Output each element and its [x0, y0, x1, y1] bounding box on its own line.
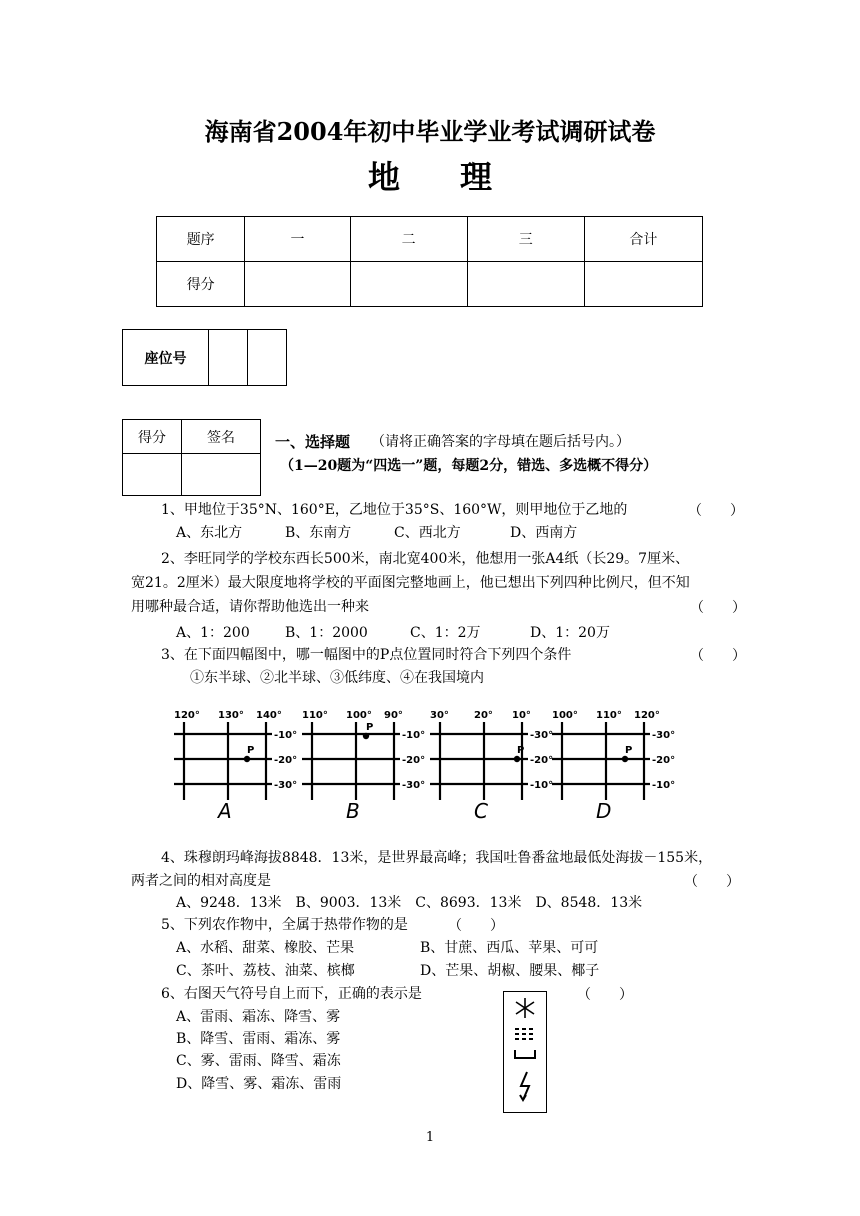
score-header-0: 题序: [157, 217, 245, 262]
map-c: [430, 710, 553, 823]
longitude-label: 130°: [218, 710, 244, 721]
q2-option-c: C、1：2万: [410, 625, 481, 641]
latitude-label: -10°: [530, 780, 554, 791]
p-point-label: P: [625, 745, 633, 756]
grader-score-label: 得分: [123, 420, 182, 454]
latitude-label: -20°: [652, 755, 676, 766]
grader-sign-label: 签名: [182, 420, 261, 454]
q2-option-d: D、1：20万: [530, 625, 610, 641]
subject-title: 地理: [367, 158, 552, 196]
q6-option-a: A、雷雨、霜冻、降雪、雾: [176, 1009, 341, 1025]
score-cell[interactable]: [467, 262, 584, 307]
latitude-label: -30°: [530, 730, 554, 741]
snow-icon: [516, 998, 534, 1018]
page-number: 1: [425, 1130, 435, 1145]
q4-answer-paren[interactable]: （ ）: [684, 874, 740, 890]
p-point-marker: [514, 756, 520, 762]
longitude-label: 110°: [302, 710, 328, 721]
longitude-label: 140°: [256, 710, 282, 721]
frost-icon: [515, 1050, 535, 1058]
q2-stem-line1: 2、李旺同学的学校东西长500米，南北宽400米，他想用一张A4纸（长29。7厘米、: [161, 551, 690, 567]
score-table: [156, 216, 703, 307]
q2-option-a: A、1：200: [176, 625, 250, 641]
longitude-label: 10°: [512, 710, 531, 721]
latitude-label: -20°: [530, 755, 554, 766]
q3-stem: 3、在下面四幅图中，哪一幅图中的P点位置同时符合下列四个条件: [161, 647, 572, 663]
q5-option-b: B、甘蔗、西瓜、苹果、可可: [420, 940, 599, 956]
score-header-2: 二: [350, 217, 467, 262]
map-letter: A: [218, 799, 232, 823]
score-row-label: 得分: [157, 262, 245, 307]
p-point-label: P: [247, 745, 255, 756]
map-letter: C: [474, 799, 488, 823]
p-point-marker: [622, 756, 628, 762]
seat-table: [122, 329, 287, 386]
seat-cell[interactable]: [248, 330, 287, 386]
q1-option-d: D、西南方: [510, 525, 578, 541]
score-cell[interactable]: [584, 262, 702, 307]
p-point-label: P: [366, 722, 374, 733]
section-title: 一、选择题: [275, 433, 351, 451]
q5-option-a: A、水稻、甜菜、橡胶、芒果: [176, 940, 355, 956]
score-cell[interactable]: [350, 262, 467, 307]
thunderstorm-icon: [520, 1072, 529, 1100]
q6-option-c: C、雾、雷雨、降雪、霜冻: [176, 1053, 341, 1069]
fog-icon: [515, 1028, 533, 1040]
longitude-label: 100°: [552, 710, 578, 721]
longitude-label: 20°: [474, 710, 493, 721]
p-point-marker: [363, 733, 369, 739]
q1-option-c: C、西北方: [394, 525, 461, 541]
q2-option-b: B、1：2000: [285, 625, 368, 641]
longitude-label: 120°: [634, 710, 660, 721]
grader-score-cell[interactable]: [123, 454, 182, 496]
q6-answer-paren[interactable]: （ ）: [577, 987, 633, 1003]
q5-stem: 5、下列农作物中，全属于热带作物的是: [161, 917, 408, 933]
score-cell[interactable]: [245, 262, 350, 307]
latitude-label: -30°: [402, 780, 426, 791]
q5-option-d: D、芒果、胡椒、腰果、椰子: [420, 963, 600, 979]
q2-answer-paren[interactable]: （ ）: [690, 600, 746, 616]
q5-answer-paren[interactable]: （ ）: [448, 918, 504, 934]
latitude-label: -10°: [652, 780, 676, 791]
p-point-label: P: [517, 745, 525, 756]
q1-option-a: A、东北方: [176, 525, 243, 541]
map-letter: B: [346, 799, 360, 823]
seat-cell[interactable]: [209, 330, 248, 386]
q4-options: A、9248．13米 B、9003．13米 C、8693．13米 D、8548．13米: [176, 895, 643, 911]
section-rule: （1—20题为“四选一”题，每题2分，错选、多选概不得分）: [280, 458, 658, 474]
p-point-marker: [244, 756, 250, 762]
latitude-label: -20°: [402, 755, 426, 766]
score-header-4: 合计: [584, 217, 702, 262]
q1-option-b: B、东南方: [285, 525, 352, 541]
q3-conditions: ①东半球、②北半球、③低纬度、④在我国境内: [190, 670, 484, 686]
exam-title: 海南省2004年初中毕业学业考试调研试卷: [204, 117, 656, 146]
q6-stem: 6、右图天气符号自上而下，正确的表示是: [161, 986, 422, 1002]
weather-symbols-box: [503, 991, 547, 1113]
latitude-label: -20°: [274, 755, 298, 766]
seat-label: 座位号: [123, 330, 209, 386]
map-d: [552, 710, 675, 823]
latlon-grid-maps: [172, 704, 692, 824]
q6-option-d: D、降雪、雾、霜冻、雷雨: [176, 1076, 342, 1092]
latitude-label: -10°: [402, 730, 426, 741]
q5-option-c: C、茶叶、荔枝、油菜、槟榔: [176, 963, 355, 979]
q1-stem: 1、甲地位于35°N、160°E，乙地位于35°S、160°W，则甲地位于乙地的: [161, 502, 628, 518]
longitude-label: 90°: [384, 710, 403, 721]
q1-answer-paren[interactable]: （ ）: [688, 503, 744, 519]
longitude-label: 120°: [174, 710, 200, 721]
map-b: [302, 710, 425, 823]
longitude-label: 100°: [346, 710, 372, 721]
q4-stem-line1: 4、珠穆朗玛峰海拔8848．13米，是世界最高峰；我国吐鲁番盆地最低处海拔－155米，: [161, 850, 713, 866]
grader-table: [122, 419, 261, 496]
longitude-label: 30°: [430, 710, 449, 721]
map-letter: D: [596, 799, 612, 823]
q6-option-b: B、降雪、雷雨、霜冻、雾: [176, 1031, 341, 1047]
q4-stem-line2: 两者之间的相对高度是: [131, 873, 271, 889]
score-header-1: 一: [245, 217, 350, 262]
grader-sign-cell[interactable]: [182, 454, 261, 496]
q2-stem-line2: 宽21。2厘米）最大限度地将学校的平面图完整地画上，他已想出下列四种比例尺，但不知: [131, 575, 690, 591]
longitude-label: 110°: [596, 710, 622, 721]
latitude-label: -30°: [274, 780, 298, 791]
q3-answer-paren[interactable]: （ ）: [690, 648, 746, 664]
q2-stem-line3: 用哪种最合适，请你帮助他选出一种来: [131, 599, 369, 615]
section-note: （请将正确答案的字母填在题后括号内。）: [371, 434, 630, 450]
latitude-label: -10°: [274, 730, 298, 741]
map-a: [174, 710, 297, 823]
latitude-label: -30°: [652, 730, 676, 741]
score-header-3: 三: [467, 217, 584, 262]
